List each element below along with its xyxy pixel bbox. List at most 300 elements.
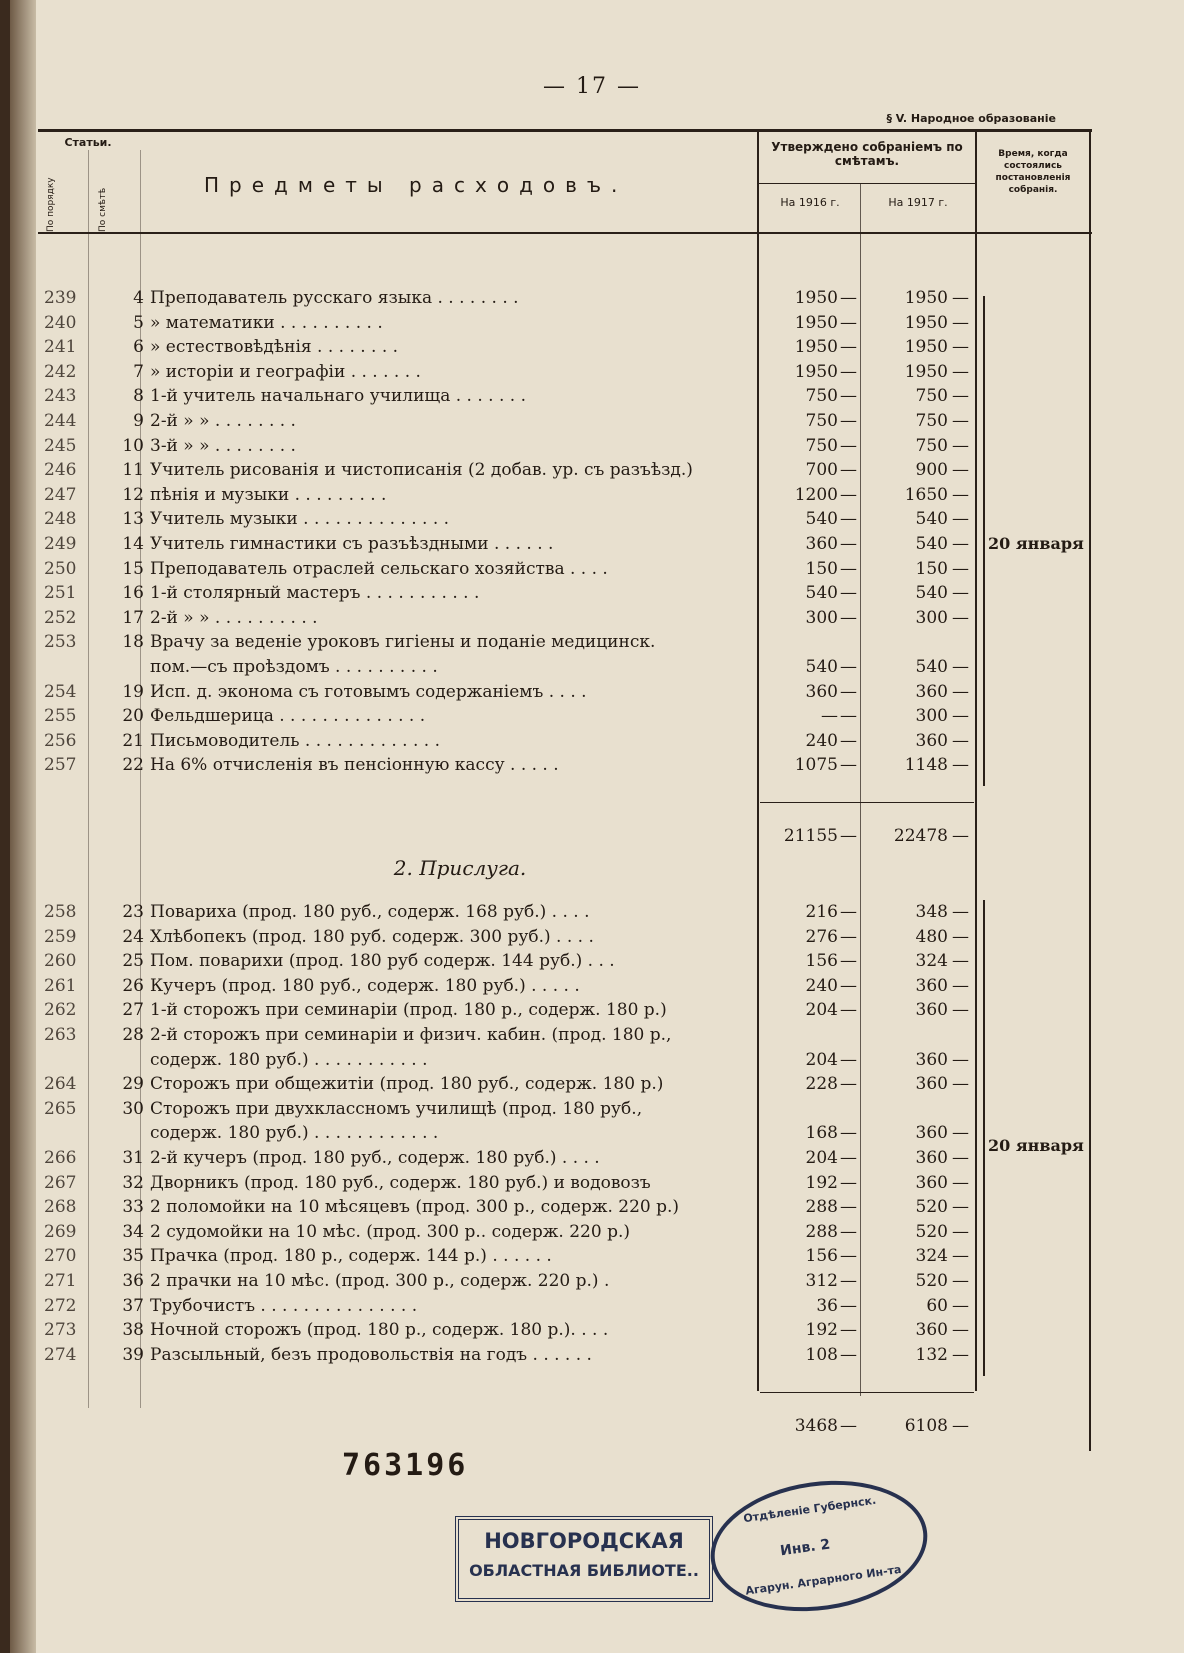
- estimate-number: 4: [133, 288, 144, 308]
- dash: —: [840, 361, 857, 382]
- row-number: 265: [44, 1098, 77, 1119]
- dash: —: [952, 681, 969, 702]
- estimate-number: 16: [122, 583, 144, 604]
- row-number: 270: [44, 1246, 77, 1267]
- amount-1916: 700: [805, 460, 838, 481]
- amount-1917: 150: [915, 558, 948, 579]
- total2-1917: 6108: [904, 1416, 948, 1436]
- row-number: 268: [44, 1197, 77, 1218]
- estimate-number: 28: [122, 1025, 144, 1045]
- estimate-number: 17: [122, 607, 144, 628]
- header-year-1916: На 1916 г.: [780, 196, 840, 209]
- item-description: 2-й кучеръ (прод. 180 руб., содерж. 180 руб.) . . . .: [150, 1148, 600, 1168]
- row-number: 254: [44, 681, 77, 702]
- amount-1917: 360: [915, 1320, 948, 1341]
- estimate-number: 26: [122, 975, 144, 996]
- estimate-number: 18: [122, 632, 144, 653]
- inventory-number: 763196: [342, 1448, 469, 1483]
- dash: —: [952, 509, 969, 530]
- item-description: пѣнія и музыки . . . . . . . . .: [150, 484, 387, 505]
- item-description: содерж. 180 руб.) . . . . . . . . . . .: [150, 1049, 428, 1070]
- amount-1917: 520: [915, 1271, 948, 1291]
- table-row: [0, 557, 1184, 581]
- item-description: » естествовѣдѣнія . . . . . . . .: [150, 337, 399, 358]
- dash: —: [840, 1295, 857, 1316]
- table-row: [0, 434, 1184, 458]
- amount-1916: 36: [816, 1295, 838, 1316]
- dash: —: [952, 1221, 969, 1242]
- amount-1916: 540: [805, 657, 838, 677]
- item-description: 1-й сторожъ при семинаріи (прод. 180 р., содерж. 180 р.): [150, 1000, 667, 1021]
- amount-1916: 750: [805, 435, 838, 456]
- item-description: Фельдшерица . . . . . . . . . . . . . .: [150, 706, 426, 727]
- estimate-number: 19: [122, 681, 144, 702]
- row-number: 258: [44, 902, 77, 922]
- dash: —: [952, 361, 969, 382]
- amount-1917: 324: [915, 951, 948, 972]
- row-number: 250: [44, 558, 77, 579]
- amount-1917: 750: [915, 435, 948, 456]
- dash: —: [952, 460, 969, 481]
- row-number: 259: [44, 926, 77, 947]
- estimate-number: 15: [122, 558, 144, 579]
- table-row: [0, 900, 1184, 924]
- round-stamp-bottom: Агарун. Аграрного Ин-та: [744, 1562, 903, 1598]
- amount-1917: 360: [915, 975, 948, 996]
- row-number: 253: [44, 632, 77, 653]
- item-description: Дворникъ (прод. 180 руб., содерж. 180 руб.) и водовозъ: [150, 1172, 651, 1193]
- item-description: 2-й сторожъ при семинаріи и физич. кабин. (прод. 180 р.,: [150, 1025, 672, 1045]
- estimate-number: 34: [122, 1221, 144, 1242]
- amount-1916: 204: [805, 1049, 838, 1070]
- amount-1916: 1200: [794, 484, 838, 505]
- amount-1917: 750: [915, 386, 948, 407]
- estimate-number: 25: [122, 951, 144, 972]
- table-row: [0, 1220, 1184, 1244]
- dash: —: [840, 1148, 857, 1168]
- item-description: 2-й » » . . . . . . . .: [150, 411, 296, 431]
- amount-1916: 540: [805, 583, 838, 604]
- item-description: Кучеръ (прод. 180 руб., содерж. 180 руб.) . . . . .: [150, 975, 580, 996]
- item-description: 1-й учитель начальнаго училища . . . . . . .: [150, 386, 526, 407]
- estimate-number: 6: [133, 337, 144, 358]
- amount-1917: 360: [915, 1148, 948, 1168]
- dash: —: [952, 1074, 969, 1095]
- page-number: — 17 —: [543, 74, 641, 99]
- dash: —: [952, 583, 969, 604]
- dash: —: [952, 902, 969, 922]
- table-row: [0, 409, 1184, 433]
- dash: —: [840, 607, 857, 628]
- dash: —: [840, 1221, 857, 1242]
- dash: —: [840, 1246, 857, 1267]
- table-row: [0, 630, 1184, 654]
- amount-1916: 312: [805, 1271, 838, 1291]
- dash: —: [840, 1320, 857, 1341]
- estimate-number: 7: [133, 361, 144, 382]
- item-description: » математики . . . . . . . . . .: [150, 312, 383, 333]
- row-number: 240: [44, 312, 77, 333]
- estimate-number: 27: [122, 1000, 144, 1021]
- row-number: 242: [44, 361, 77, 382]
- dash: —: [840, 534, 857, 554]
- table-row: [0, 949, 1184, 973]
- table-row: [0, 1343, 1184, 1367]
- amount-1916: 1075: [794, 755, 838, 776]
- round-stamp-center: Инв. 2: [779, 1536, 832, 1560]
- header-by-estimate: По смѣтѣ: [98, 187, 108, 232]
- dash: —: [840, 435, 857, 456]
- dash: —: [952, 1320, 969, 1341]
- dash: —: [952, 657, 969, 677]
- table-row: [0, 458, 1184, 482]
- table-row: [0, 581, 1184, 605]
- amount-1917: 750: [915, 411, 948, 431]
- library-stamp-line2: ОБЛАСТНАЯ БИБЛИОТЕ..: [469, 1561, 699, 1580]
- amount-1917: 1950: [904, 288, 948, 308]
- amount-1916: 288: [805, 1197, 838, 1218]
- dash: —: [840, 386, 857, 407]
- dash: —: [952, 1344, 969, 1365]
- dash: —: [952, 730, 969, 751]
- row-number: 247: [44, 484, 77, 505]
- dash: —: [952, 755, 969, 776]
- amount-1917: 132: [915, 1344, 948, 1365]
- amount-1917: 1650: [904, 484, 948, 505]
- item-description: Хлѣбопекъ (прод. 180 руб. содерж. 300 руб.) . . . .: [150, 926, 594, 947]
- table-row: [0, 925, 1184, 949]
- estimate-number: 5: [133, 312, 144, 333]
- row-number: 255: [44, 706, 77, 727]
- amount-1917: 348: [915, 902, 948, 922]
- dash: —: [952, 926, 969, 947]
- amount-1917: 360: [915, 1049, 948, 1070]
- table-row: [0, 1195, 1184, 1219]
- header-articles: Статьи.: [64, 136, 112, 149]
- item-description: Прачка (прод. 180 р., содерж. 144 р.) . . . . . .: [150, 1246, 552, 1267]
- estimate-number: 9: [133, 411, 144, 431]
- amount-1916: 276: [805, 926, 838, 947]
- table-row: [0, 1048, 1184, 1072]
- amount-1916: 1950: [794, 337, 838, 358]
- item-description: Трубочистъ . . . . . . . . . . . . . . .: [150, 1295, 418, 1316]
- amount-1917: 360: [915, 681, 948, 702]
- estimate-number: 31: [122, 1148, 144, 1168]
- row-number: 274: [44, 1344, 77, 1365]
- dash: —: [840, 902, 857, 922]
- dash: —: [952, 435, 969, 456]
- total2-rule: [760, 1392, 974, 1393]
- row-number: 262: [44, 1000, 77, 1021]
- estimate-number: 35: [122, 1246, 144, 1267]
- table-row: [0, 1244, 1184, 1268]
- dash: —: [840, 681, 857, 702]
- estimate-number: 12: [122, 484, 144, 505]
- table-row: [0, 507, 1184, 531]
- row-number: 251: [44, 583, 77, 604]
- total1-rule: [760, 802, 974, 803]
- table-row: [0, 1318, 1184, 1342]
- date-note-group2: 20 января: [988, 1136, 1084, 1155]
- dash: —: [952, 951, 969, 972]
- row-number: 263: [44, 1025, 77, 1045]
- dash: —: [840, 1172, 857, 1193]
- row-number: 264: [44, 1074, 77, 1095]
- header-bottom-rule: [38, 232, 1092, 234]
- row-number: 273: [44, 1320, 77, 1341]
- amount-1916: 156: [805, 951, 838, 972]
- table-row: [0, 729, 1184, 753]
- item-description: пом.—съ проѣздомъ . . . . . . . . . .: [150, 657, 438, 677]
- dash: —: [840, 558, 857, 579]
- amount-1916: 192: [805, 1172, 838, 1193]
- dash: —: [952, 1197, 969, 1218]
- dash: —: [952, 1172, 969, 1193]
- item-description: Письмоводитель . . . . . . . . . . . . .: [150, 730, 441, 751]
- row-number: 239: [44, 288, 77, 308]
- item-description: 2 судомойки на 10 мѣс. (прод. 300 р.. содерж. 220 р.): [150, 1221, 630, 1242]
- estimate-number: 39: [122, 1344, 144, 1365]
- table-row: [0, 1171, 1184, 1195]
- row-number: 256: [44, 730, 77, 751]
- dash: —: [952, 312, 969, 333]
- dash: —: [952, 337, 969, 358]
- amount-1916: 1950: [794, 361, 838, 382]
- amount-1917: 1148: [904, 755, 948, 776]
- amount-1917: 540: [915, 534, 948, 554]
- item-description: Разсыльный, безъ продовольствія на годъ . . . . . .: [150, 1344, 592, 1365]
- item-description: 1-й столярный мастеръ . . . . . . . . . . .: [150, 583, 480, 604]
- row-number: 248: [44, 509, 77, 530]
- table-row: [0, 606, 1184, 630]
- item-description: 2 поломойки на 10 мѣсяцевъ (прод. 300 р., содерж. 220 р.): [150, 1197, 680, 1218]
- library-stamp-line1: НОВГОРОДСКАЯ: [484, 1529, 684, 1553]
- estimate-number: 37: [122, 1295, 144, 1316]
- row-number: 272: [44, 1295, 77, 1316]
- year-split-rule: [759, 183, 975, 184]
- amount-1917: 520: [915, 1221, 948, 1242]
- dash: —: [952, 607, 969, 628]
- amount-1916: 360: [805, 681, 838, 702]
- amount-1917: 540: [915, 509, 948, 530]
- amount-1917: 360: [915, 1123, 948, 1144]
- row-number: 244: [44, 411, 77, 431]
- item-description: Преподаватель русскаго языка . . . . . . . .: [150, 288, 519, 308]
- row-number: 257: [44, 755, 77, 776]
- table-row: [0, 286, 1184, 310]
- amount-1917: 60: [926, 1295, 948, 1316]
- table-row: [0, 1072, 1184, 1096]
- item-description: » исторіи и географіи . . . . . . .: [150, 361, 421, 382]
- table-row: [0, 384, 1184, 408]
- amount-1916: 240: [805, 975, 838, 996]
- row-number: 260: [44, 951, 77, 972]
- amount-1916: 1950: [794, 288, 838, 308]
- estimate-number: 33: [122, 1197, 144, 1218]
- total2-1916: 3468: [794, 1416, 838, 1436]
- table-row: [0, 360, 1184, 384]
- header-year-1917: На 1917 г.: [888, 196, 948, 209]
- row-number: 269: [44, 1221, 77, 1242]
- item-description: Повариха (прод. 180 руб., содерж. 168 руб.) . . . .: [150, 902, 590, 922]
- amount-1916: 360: [805, 534, 838, 554]
- dash: —: [840, 312, 857, 333]
- item-description: содерж. 180 руб.) . . . . . . . . . . . .: [150, 1123, 439, 1144]
- item-description: Учитель музыки . . . . . . . . . . . . . .: [150, 509, 450, 530]
- amount-1916: 156: [805, 1246, 838, 1267]
- row-number: 246: [44, 460, 77, 481]
- dash: —: [840, 755, 857, 776]
- date-note-group1: 20 января: [988, 534, 1084, 553]
- dash: —: [952, 1295, 969, 1316]
- item-description: Сторожъ при двухклассномъ училищѣ (прод. 180 руб.,: [150, 1098, 643, 1119]
- row-number: 266: [44, 1148, 77, 1168]
- header-top-rule: [38, 129, 1092, 132]
- estimate-number: 10: [122, 435, 144, 456]
- item-description: 2-й » » . . . . . . . . . .: [150, 607, 318, 628]
- dash: —: [840, 484, 857, 505]
- table-row: [0, 998, 1184, 1022]
- row-number: 249: [44, 534, 77, 554]
- estimate-number: 36: [122, 1271, 144, 1291]
- dash: —: [952, 706, 969, 727]
- row-number: 267: [44, 1172, 77, 1193]
- table-row: [0, 680, 1184, 704]
- subhead-servants: 2. Прислуга.: [393, 856, 527, 880]
- dash: —: [952, 1000, 969, 1021]
- amount-1916: 168: [805, 1123, 838, 1144]
- estimate-number: 20: [122, 706, 144, 727]
- dash: —: [840, 730, 857, 751]
- item-description: Преподаватель отраслей сельскаго хозяйства . . . .: [150, 558, 608, 579]
- dash: —: [840, 460, 857, 481]
- total1-1917: 22478: [893, 826, 948, 846]
- round-stamp-top: Отдѣленіе Губернск.: [742, 1493, 877, 1526]
- table-row: [0, 704, 1184, 728]
- amount-1917: 300: [915, 706, 948, 727]
- amount-1916: 288: [805, 1221, 838, 1242]
- item-description: 2 прачки на 10 мѣс. (прод. 300 р., содерж. 220 р.) .: [150, 1271, 610, 1291]
- estimate-number: 22: [122, 755, 144, 776]
- header-items-title: Предметы расходовъ.: [204, 173, 628, 197]
- total1-1916: 21155: [783, 826, 838, 846]
- amount-1916: 300: [805, 607, 838, 628]
- dash: —: [840, 1344, 857, 1365]
- table-row: [0, 483, 1184, 507]
- estimate-number: 29: [122, 1074, 144, 1095]
- dash: —: [952, 386, 969, 407]
- amount-1916: 204: [805, 1148, 838, 1168]
- dash: —: [840, 1123, 857, 1144]
- table-row: [0, 655, 1184, 679]
- item-description: 3-й » » . . . . . . . .: [150, 435, 296, 456]
- header-approved: Утверждено собраніемъ по смѣтамъ.: [771, 140, 963, 168]
- row-number: 245: [44, 435, 77, 456]
- amount-1916: 108: [805, 1344, 838, 1365]
- amount-1917: 324: [915, 1246, 948, 1267]
- amount-1917: 480: [915, 926, 948, 947]
- amount-1917: 1950: [904, 337, 948, 358]
- row-number: 271: [44, 1271, 77, 1291]
- amount-1916: 750: [805, 386, 838, 407]
- item-description: Ночной сторожъ (прод. 180 р., содерж. 180 р.). . . .: [150, 1320, 609, 1341]
- dash: —: [952, 1271, 969, 1291]
- estimate-number: 23: [122, 902, 144, 922]
- row-number: 261: [44, 975, 77, 996]
- amount-1916: 192: [805, 1320, 838, 1341]
- amount-1916: —: [821, 706, 838, 727]
- dash: —: [840, 411, 857, 431]
- item-description: Врачу за веденіе уроковъ гигіены и поданіе медицинск.: [150, 632, 656, 653]
- page-edge: [10, 0, 36, 1653]
- table-row: [0, 1294, 1184, 1318]
- item-description: На 6% отчисленія въ пенсіонную кассу . . . . .: [150, 755, 559, 776]
- estimate-number: 24: [122, 926, 144, 947]
- amount-1917: 540: [915, 583, 948, 604]
- dash: —: [952, 1246, 969, 1267]
- item-description: Пом. поварихи (прод. 180 руб содерж. 144 руб.) . . .: [150, 951, 615, 972]
- amount-1916: 750: [805, 411, 838, 431]
- amount-1916: 240: [805, 730, 838, 751]
- dash: —: [840, 975, 857, 996]
- estimate-number: 38: [122, 1320, 144, 1341]
- table-row: [0, 753, 1184, 777]
- amount-1916: 150: [805, 558, 838, 579]
- dash: —: [952, 484, 969, 505]
- amount-1917: 360: [915, 1074, 948, 1095]
- item-description: Учитель рисованія и чистописанія (2 добав. ур. съ разъѣзд.): [150, 460, 693, 481]
- header-by-order: По порядку: [46, 177, 56, 232]
- amount-1917: 1950: [904, 312, 948, 333]
- dash: —: [840, 951, 857, 972]
- amount-1917: 1950: [904, 361, 948, 382]
- amount-1917: 520: [915, 1197, 948, 1218]
- dash: —: [840, 1000, 857, 1021]
- estimate-number: 14: [122, 534, 144, 554]
- amount-1917: 360: [915, 1172, 948, 1193]
- table-row: [0, 974, 1184, 998]
- dash: —: [952, 534, 969, 554]
- page: [10, 0, 1184, 1653]
- estimate-number: 30: [122, 1098, 144, 1119]
- amount-1916: 540: [805, 509, 838, 530]
- amount-1917: 300: [915, 607, 948, 628]
- table-row: [0, 1269, 1184, 1293]
- dash: —: [952, 975, 969, 996]
- dash: —: [952, 558, 969, 579]
- dash: —: [840, 288, 857, 308]
- row-number: 243: [44, 386, 77, 407]
- dash: —: [840, 657, 857, 677]
- table-row: [0, 311, 1184, 335]
- table-row: [0, 1023, 1184, 1047]
- amount-1917: 900: [915, 460, 948, 481]
- item-description: Учитель гимнастики съ разъѣздными . . . . . .: [150, 534, 554, 554]
- dash: —: [840, 1049, 857, 1070]
- amount-1917: 360: [915, 1000, 948, 1021]
- estimate-number: 8: [133, 386, 144, 407]
- dash: —: [840, 1197, 857, 1218]
- dash: —: [952, 288, 969, 308]
- library-stamp: [455, 1516, 713, 1602]
- dash: —: [952, 411, 969, 431]
- amount-1917: 540: [915, 657, 948, 677]
- amount-1916: 216: [805, 902, 838, 922]
- row-number: 241: [44, 337, 77, 358]
- dash: —: [952, 1148, 969, 1168]
- estimate-number: 13: [122, 509, 144, 530]
- item-description: Сторожъ при общежитіи (прод. 180 руб., содерж. 180 р.): [150, 1074, 664, 1095]
